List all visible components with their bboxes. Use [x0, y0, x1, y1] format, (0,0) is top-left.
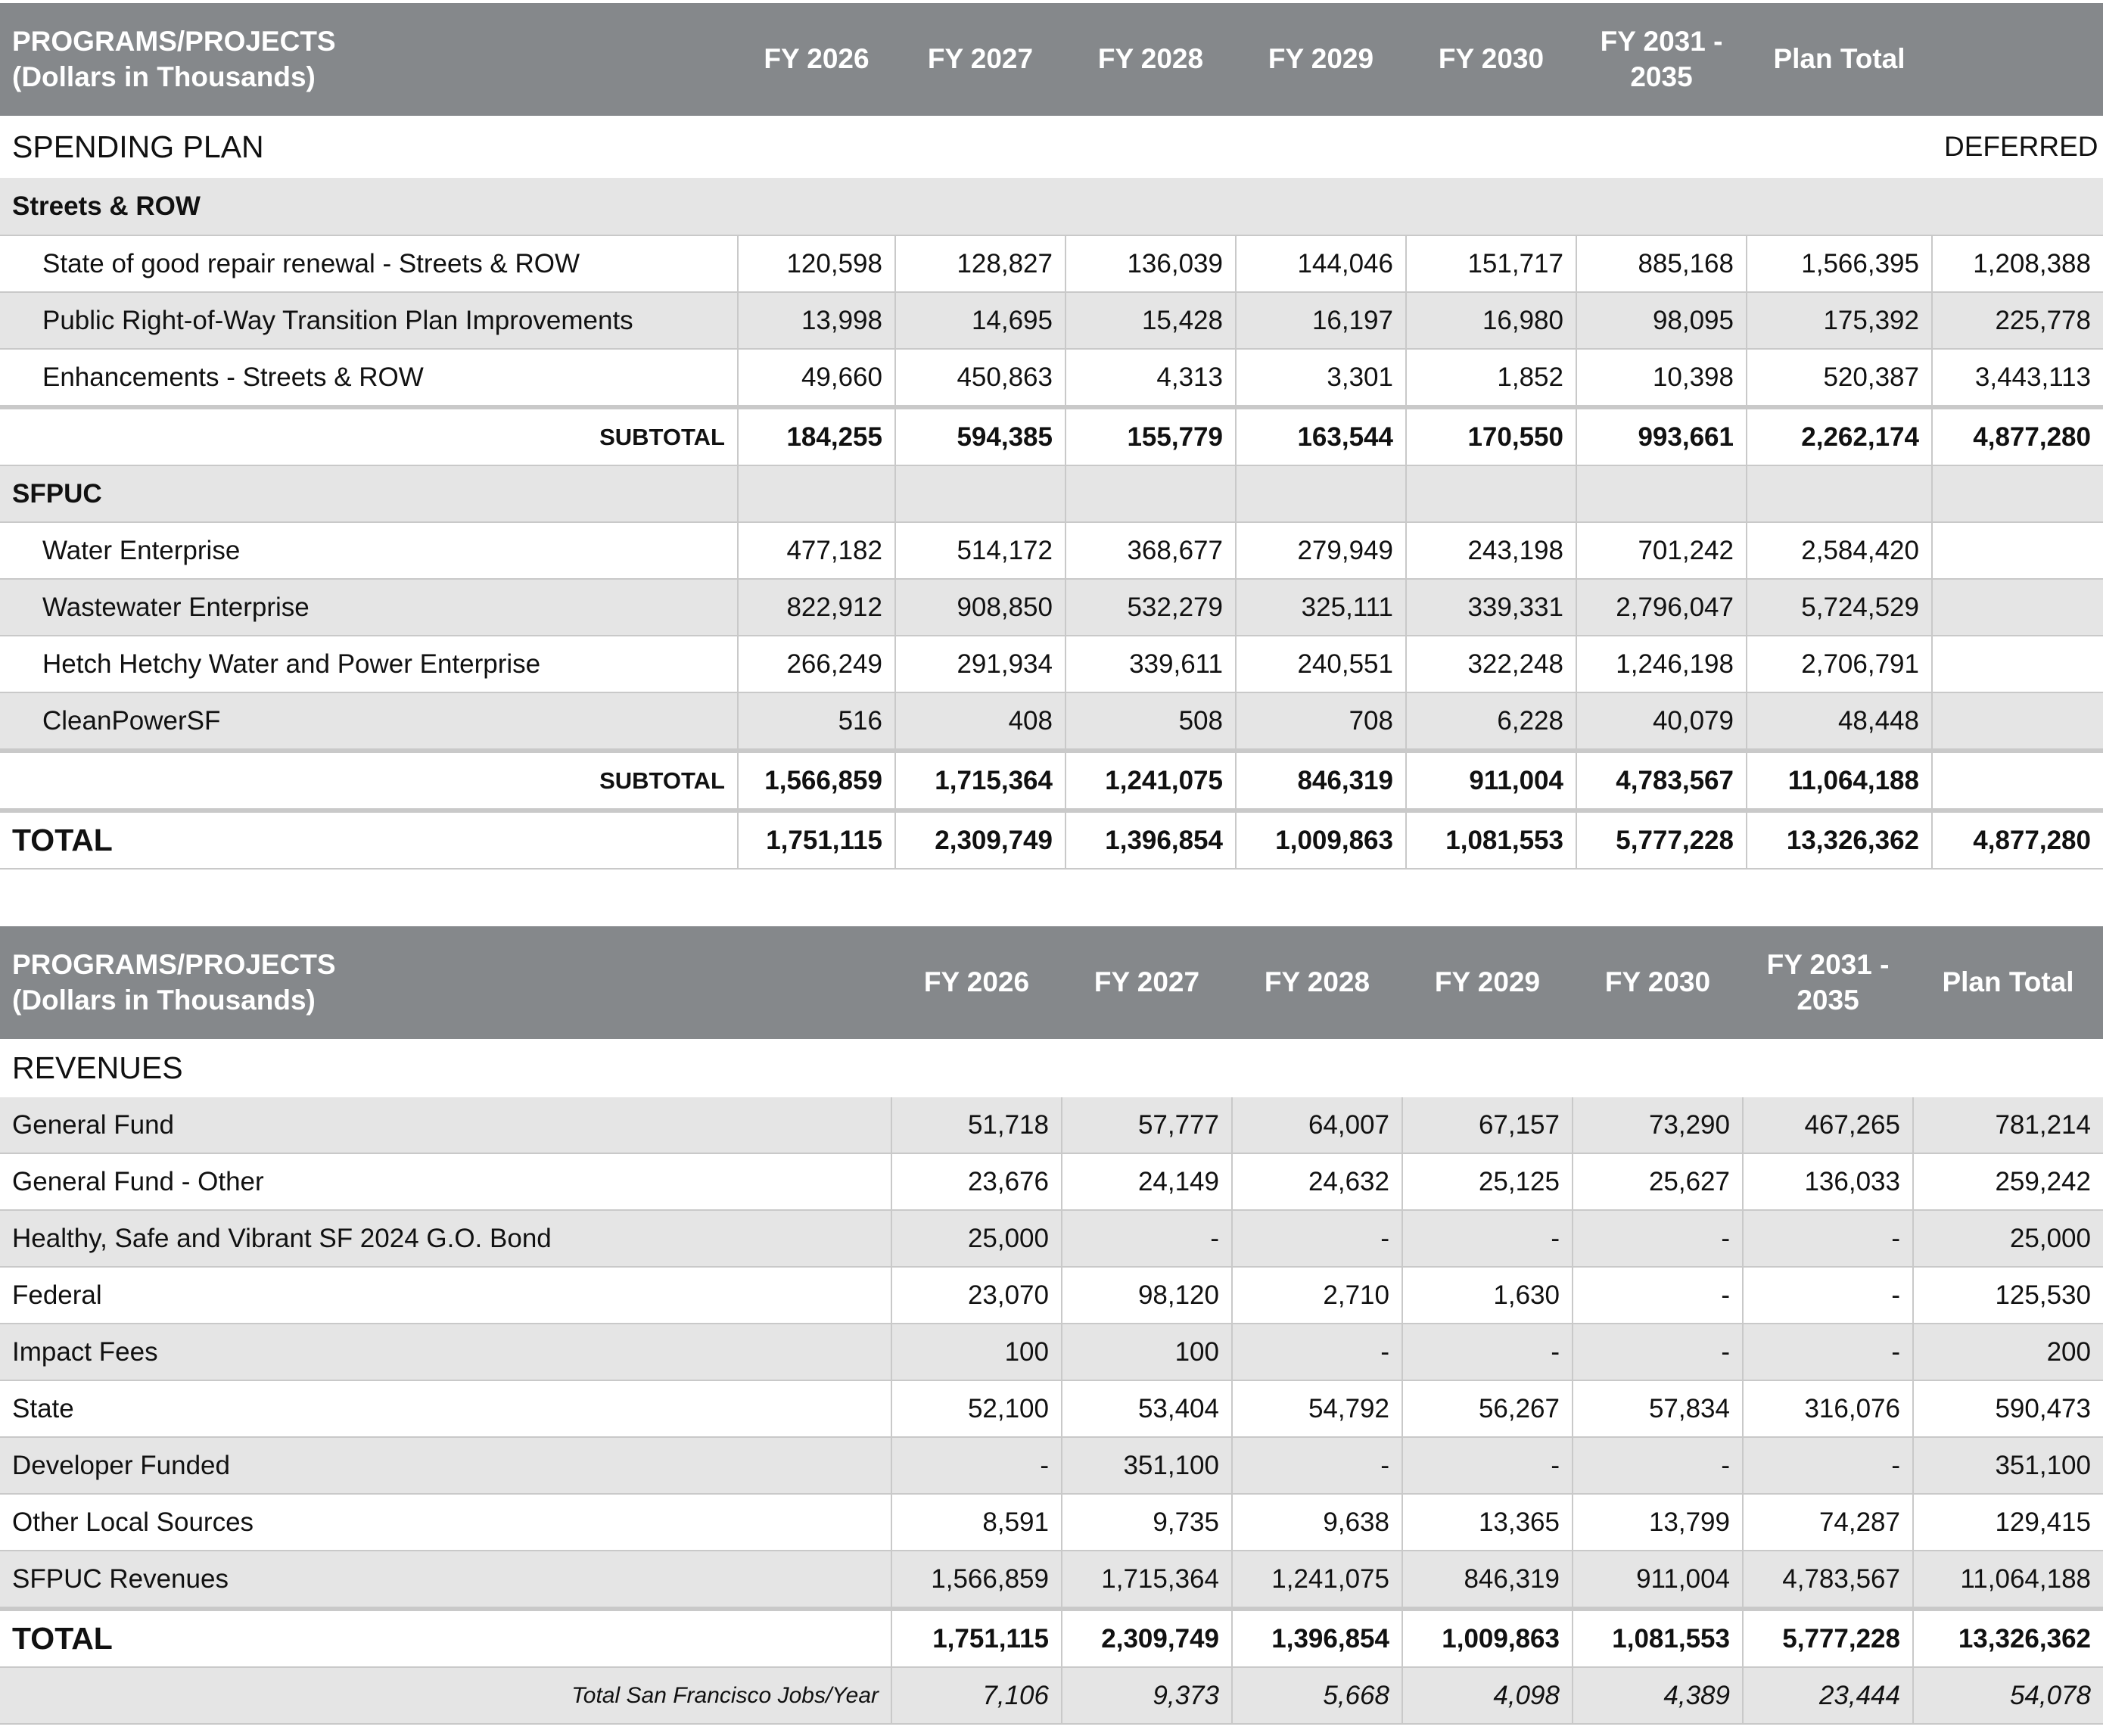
cell-value: 5,724,529 — [1747, 579, 1932, 636]
cell-value: 2,584,420 — [1747, 522, 1932, 579]
cell-value: 74,287 — [1743, 1494, 1913, 1551]
cell-value: - — [1402, 1210, 1573, 1267]
cell-value: 54,792 — [1232, 1380, 1402, 1437]
column-header-fy2026: FY 2026 — [738, 3, 895, 116]
empty-cell — [1065, 465, 1236, 522]
column-header-fy2029: FY 2029 — [1402, 926, 1573, 1039]
cell-value: 4,389 — [1573, 1667, 1743, 1724]
cell-value: 9,373 — [1062, 1667, 1232, 1724]
cell-value: 13,799 — [1573, 1494, 1743, 1551]
cell-value: 1,715,364 — [895, 751, 1065, 810]
cell-value: 908,850 — [895, 579, 1065, 636]
cell-value: 67,157 — [1402, 1097, 1573, 1153]
cell-value: 64,007 — [1232, 1097, 1402, 1153]
cell-value: 708 — [1236, 692, 1406, 751]
cell-value: 14,695 — [895, 292, 1065, 349]
cell-value: - — [1743, 1324, 1913, 1380]
cell-value: 291,934 — [895, 636, 1065, 692]
cell-value: 701,242 — [1576, 522, 1747, 579]
row-label: Other Local Sources — [0, 1494, 891, 1551]
row-label: General Fund - Other — [0, 1153, 891, 1210]
row-label: Enhancements - Streets & ROW — [0, 349, 738, 407]
empty-cell — [1406, 465, 1576, 522]
spending-header-row — [0, 3, 2103, 116]
cell-value: 53,404 — [1062, 1380, 1232, 1437]
row-label: Wastewater Enterprise — [0, 579, 738, 636]
cell-value: 24,149 — [1062, 1153, 1232, 1210]
cell-value: 13,365 — [1402, 1494, 1573, 1551]
table-row — [0, 235, 2103, 292]
cell-value: - — [1232, 1437, 1402, 1494]
cell-value: 339,611 — [1065, 636, 1236, 692]
section-title: REVENUES — [0, 1039, 2103, 1097]
cell-value: 98,120 — [1062, 1267, 1232, 1324]
cell-value: 98,095 — [1576, 292, 1747, 349]
section-row — [0, 116, 2103, 178]
cell-value: 514,172 — [895, 522, 1065, 579]
cell-value: 4,783,567 — [1576, 751, 1747, 810]
cell-value: 56,267 — [1402, 1380, 1573, 1437]
cell-value: 57,777 — [1062, 1097, 1232, 1153]
cell-value: 25,000 — [891, 1210, 1062, 1267]
table-row — [0, 1097, 2103, 1153]
cell-value: - — [1743, 1267, 1913, 1324]
row-label: Federal — [0, 1267, 891, 1324]
column-header-fy2031-2035: FY 2031 - 2035 — [1576, 3, 1747, 116]
subtotal-row — [0, 407, 2103, 465]
column-header-fy2026: FY 2026 — [891, 926, 1062, 1039]
cell-value: 163,544 — [1236, 407, 1406, 465]
cell-value: 5,777,228 — [1743, 1609, 1913, 1667]
total-label: TOTAL — [0, 1609, 891, 1667]
cell-value: - — [1573, 1437, 1743, 1494]
cell-value: 136,039 — [1065, 235, 1236, 292]
cell-value: 9,638 — [1232, 1494, 1402, 1551]
table-row — [0, 692, 2103, 751]
cell-value: - — [1232, 1210, 1402, 1267]
cell-value: 508 — [1065, 692, 1236, 751]
cell-value: 1,630 — [1402, 1267, 1573, 1324]
cell-value: 1,852 — [1406, 349, 1576, 407]
cell-value: 240,551 — [1236, 636, 1406, 692]
column-header-fy2030: FY 2030 — [1573, 926, 1743, 1039]
cell-value: - — [1743, 1210, 1913, 1267]
cell-value: 184,255 — [738, 407, 895, 465]
empty-cell — [1576, 465, 1747, 522]
cell-value: 1,751,115 — [738, 810, 895, 869]
jobs-label: Total San Francisco Jobs/Year — [0, 1667, 891, 1724]
group-title: SFPUC — [0, 465, 738, 522]
cell-value: 1,246,198 — [1576, 636, 1747, 692]
cell-value: 4,098 — [1402, 1667, 1573, 1724]
table-row — [0, 1210, 2103, 1267]
cell-value: 351,100 — [1062, 1437, 1232, 1494]
row-label: State of good repair renewal - Streets & ROW — [0, 235, 738, 292]
cell-value: 1,241,075 — [1065, 751, 1236, 810]
cell-value: 993,661 — [1576, 407, 1747, 465]
total-label: TOTAL — [0, 810, 738, 869]
cell-value: 4,783,567 — [1743, 1551, 1913, 1609]
row-label: State — [0, 1380, 891, 1437]
cell-value: 594,385 — [895, 407, 1065, 465]
cell-value: 51,718 — [891, 1097, 1062, 1153]
empty-cell — [1747, 465, 1932, 522]
cell-value: 3,301 — [1236, 349, 1406, 407]
column-header-fy2027: FY 2027 — [1062, 926, 1232, 1039]
total-row — [0, 810, 2103, 869]
cell-value: 5,777,228 — [1576, 810, 1747, 869]
subtotal-label: SUBTOTAL — [0, 407, 738, 465]
cell-value: 10,398 — [1576, 349, 1747, 407]
cell-value: - — [1573, 1210, 1743, 1267]
table-row — [0, 1380, 2103, 1437]
cell-value: 1,715,364 — [1062, 1551, 1232, 1609]
empty-cell — [1932, 465, 2103, 522]
table-row — [0, 1551, 2103, 1609]
cell-value: 25,125 — [1402, 1153, 1573, 1210]
cell-value — [1932, 692, 2103, 751]
column-header-plan-total: Plan Total — [1913, 926, 2103, 1039]
cell-value: 200 — [1913, 1324, 2103, 1380]
cell-value: 11,064,188 — [1913, 1551, 2103, 1609]
cell-value: 1,009,863 — [1402, 1609, 1573, 1667]
cell-value: 590,473 — [1913, 1380, 2103, 1437]
cell-value: 225,778 — [1932, 292, 2103, 349]
cell-value: 4,877,280 — [1932, 810, 2103, 869]
cell-value: 16,197 — [1236, 292, 1406, 349]
cell-value: - — [1232, 1324, 1402, 1380]
column-header-fy2028: FY 2028 — [1065, 3, 1236, 116]
cell-value: 1,566,859 — [891, 1551, 1062, 1609]
cell-value: 450,863 — [895, 349, 1065, 407]
table-row — [0, 1437, 2103, 1494]
cell-value: 846,319 — [1236, 751, 1406, 810]
cell-value: 1,396,854 — [1065, 810, 1236, 869]
empty-cell — [895, 465, 1065, 522]
column-header-programs: PROGRAMS/PROJECTS (Dollars in Thousands) — [0, 3, 738, 116]
cell-value: 175,392 — [1747, 292, 1932, 349]
row-label: Developer Funded — [0, 1437, 891, 1494]
row-label: SFPUC Revenues — [0, 1551, 891, 1609]
cell-value: 7,106 — [891, 1667, 1062, 1724]
row-label: General Fund — [0, 1097, 891, 1153]
jobs-row — [0, 1667, 2103, 1724]
cell-value: 49,660 — [738, 349, 895, 407]
cell-value: - — [1573, 1267, 1743, 1324]
cell-value — [1932, 751, 2103, 810]
empty-cell — [738, 465, 895, 522]
cell-value: 243,198 — [1406, 522, 1576, 579]
row-label: Healthy, Safe and Vibrant SF 2024 G.O. Bond — [0, 1210, 891, 1267]
cell-value: 73,290 — [1573, 1097, 1743, 1153]
column-header-fy2030: FY 2030 — [1406, 3, 1576, 116]
cell-value: 781,214 — [1913, 1097, 2103, 1153]
cell-value: 2,309,749 — [895, 810, 1065, 869]
cell-value: 325,111 — [1236, 579, 1406, 636]
column-header-fy2027: FY 2027 — [895, 3, 1065, 116]
cell-value: 100 — [891, 1324, 1062, 1380]
cell-value: 128,827 — [895, 235, 1065, 292]
cell-value: 3,443,113 — [1932, 349, 2103, 407]
cell-value: 1,751,115 — [891, 1609, 1062, 1667]
cell-value: 2,706,791 — [1747, 636, 1932, 692]
spending-plan-table — [0, 3, 2103, 870]
cell-value: 2,262,174 — [1747, 407, 1932, 465]
column-header-fy2031-2035: FY 2031 - 2035 — [1743, 926, 1913, 1039]
cell-value — [1932, 522, 2103, 579]
revenues-header-row — [0, 926, 2103, 1039]
cell-value: 885,168 — [1576, 235, 1747, 292]
cell-value: 1,081,553 — [1406, 810, 1576, 869]
cell-value: 279,949 — [1236, 522, 1406, 579]
cell-value: 13,326,362 — [1913, 1609, 2103, 1667]
group-row — [0, 178, 2103, 235]
table-row — [0, 1494, 2103, 1551]
cell-value: 532,279 — [1065, 579, 1236, 636]
cell-value: 322,248 — [1406, 636, 1576, 692]
section-title: SPENDING PLAN — [0, 116, 1932, 178]
cell-value: 40,079 — [1576, 692, 1747, 751]
cell-value: 25,627 — [1573, 1153, 1743, 1210]
cell-value: 1,566,395 — [1747, 235, 1932, 292]
cell-value: 25,000 — [1913, 1210, 2103, 1267]
cell-value: 368,677 — [1065, 522, 1236, 579]
cell-value: 24,632 — [1232, 1153, 1402, 1210]
cell-value: 54,078 — [1913, 1667, 2103, 1724]
cell-value: 2,710 — [1232, 1267, 1402, 1324]
column-header-fy2029: FY 2029 — [1236, 3, 1406, 116]
table-row — [0, 1267, 2103, 1324]
cell-value: 266,249 — [738, 636, 895, 692]
row-label: Water Enterprise — [0, 522, 738, 579]
cell-value: 520,387 — [1747, 349, 1932, 407]
cell-value: 911,004 — [1406, 751, 1576, 810]
cell-value — [1932, 636, 2103, 692]
group-title: Streets & ROW — [0, 178, 2103, 235]
deferred-label: DEFERRED — [1932, 116, 2103, 178]
cell-value: 16,980 — [1406, 292, 1576, 349]
row-label: Hetch Hetchy Water and Power Enterprise — [0, 636, 738, 692]
cell-value: 408 — [895, 692, 1065, 751]
cell-value: 125,530 — [1913, 1267, 2103, 1324]
cell-value: 9,735 — [1062, 1494, 1232, 1551]
cell-value: 2,309,749 — [1062, 1609, 1232, 1667]
row-label: Impact Fees — [0, 1324, 891, 1380]
cell-value: 351,100 — [1913, 1437, 2103, 1494]
cell-value: 4,313 — [1065, 349, 1236, 407]
cell-value: 13,326,362 — [1747, 810, 1932, 869]
cell-value: 516 — [738, 692, 895, 751]
cell-value: 339,331 — [1406, 579, 1576, 636]
cell-value — [1932, 579, 2103, 636]
table-row — [0, 1153, 2103, 1210]
cell-value: 11,064,188 — [1747, 751, 1932, 810]
column-header-programs: PROGRAMS/PROJECTS (Dollars in Thousands) — [0, 926, 891, 1039]
cell-value: 467,265 — [1743, 1097, 1913, 1153]
cell-value: 144,046 — [1236, 235, 1406, 292]
cell-value: 1,081,553 — [1573, 1609, 1743, 1667]
cell-value: 57,834 — [1573, 1380, 1743, 1437]
cell-value: - — [1573, 1324, 1743, 1380]
cell-value: 48,448 — [1747, 692, 1932, 751]
cell-value: 5,668 — [1232, 1667, 1402, 1724]
revenues-table — [0, 926, 2103, 1725]
cell-value: 23,444 — [1743, 1667, 1913, 1724]
cell-value: 155,779 — [1065, 407, 1236, 465]
cell-value: - — [1743, 1437, 1913, 1494]
cell-value: 15,428 — [1065, 292, 1236, 349]
subtotal-row — [0, 751, 2103, 810]
cell-value: 4,877,280 — [1932, 407, 2103, 465]
cell-value: 100 — [1062, 1324, 1232, 1380]
row-label: Public Right-of-Way Transition Plan Improvements — [0, 292, 738, 349]
cell-value: 846,319 — [1402, 1551, 1573, 1609]
total-row — [0, 1609, 2103, 1667]
group-row — [0, 465, 2103, 522]
column-header-fy2028: FY 2028 — [1232, 926, 1402, 1039]
column-header-plan-total: Plan Total — [1747, 3, 1932, 116]
cell-value: 6,228 — [1406, 692, 1576, 751]
cell-value: 477,182 — [738, 522, 895, 579]
cell-value: 1,208,388 — [1932, 235, 2103, 292]
table-row — [0, 636, 2103, 692]
table-row — [0, 522, 2103, 579]
cell-value: 13,998 — [738, 292, 895, 349]
cell-value: 1,009,863 — [1236, 810, 1406, 869]
section-row — [0, 1039, 2103, 1097]
cell-value: 1,396,854 — [1232, 1609, 1402, 1667]
cell-value: 8,591 — [891, 1494, 1062, 1551]
cell-value: 2,796,047 — [1576, 579, 1747, 636]
table-row — [0, 349, 2103, 407]
cell-value: 23,676 — [891, 1153, 1062, 1210]
cell-value: 151,717 — [1406, 235, 1576, 292]
cell-value: 911,004 — [1573, 1551, 1743, 1609]
empty-cell — [1236, 465, 1406, 522]
cell-value: 1,241,075 — [1232, 1551, 1402, 1609]
cell-value: 136,033 — [1743, 1153, 1913, 1210]
row-label: CleanPowerSF — [0, 692, 738, 751]
cell-value: 170,550 — [1406, 407, 1576, 465]
table-row — [0, 292, 2103, 349]
cell-value: - — [1402, 1324, 1573, 1380]
table-row — [0, 579, 2103, 636]
table-row — [0, 1324, 2103, 1380]
cell-value: 52,100 — [891, 1380, 1062, 1437]
cell-value: 129,415 — [1913, 1494, 2103, 1551]
column-header-deferred-blank — [1932, 3, 2103, 116]
cell-value: - — [1402, 1437, 1573, 1494]
cell-value: - — [1062, 1210, 1232, 1267]
cell-value: 259,242 — [1913, 1153, 2103, 1210]
subtotal-label: SUBTOTAL — [0, 751, 738, 810]
cell-value: 120,598 — [738, 235, 895, 292]
cell-value: 316,076 — [1743, 1380, 1913, 1437]
cell-value: 1,566,859 — [738, 751, 895, 810]
cell-value: - — [891, 1437, 1062, 1494]
cell-value: 23,070 — [891, 1267, 1062, 1324]
cell-value: 822,912 — [738, 579, 895, 636]
